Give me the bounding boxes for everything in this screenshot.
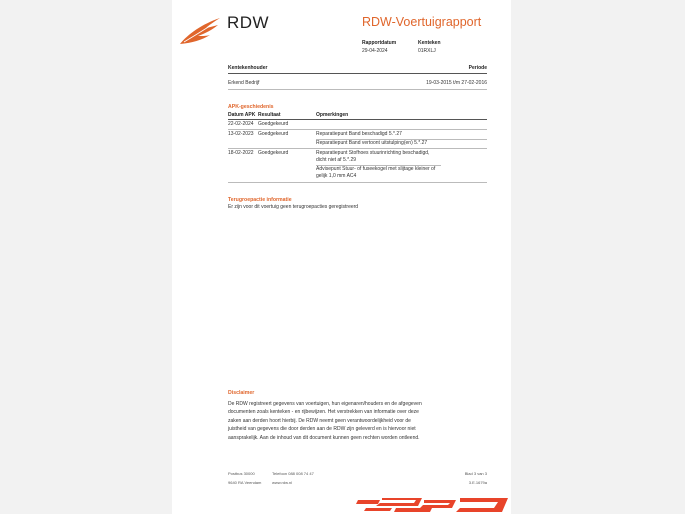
apk-header-resultaat: Resultaat (258, 112, 281, 118)
apk-opmerking: Reparatiepunt Band beschadigd 5.*.27 (316, 131, 402, 137)
apk-opmerkingen (316, 121, 487, 128)
holder-name: Erkend Bedrijf (228, 80, 260, 86)
apk-datum: 13-02-2023 (228, 131, 254, 137)
table-row (228, 119, 487, 129)
apk-opmerking: Advisepunt Stuur- of fuseekogel met slijtage kleiner of gelijk 1,0 mm AC4 (316, 165, 441, 180)
footer-website: www.rdw.nl (272, 480, 293, 485)
apk-datum: 18-02-2022 (228, 150, 254, 156)
rapportdatum-value: 29-04-2024 (362, 48, 388, 54)
disclaimer-title: Disclaimer (228, 390, 255, 396)
rapportdatum-label: Rapportdatum (362, 40, 397, 46)
rdw-stripes-decoration (352, 496, 511, 514)
holder-header (228, 65, 487, 71)
apk-section-title: APK-geschiedenis (228, 104, 274, 110)
page-title: RDW-Voertuigrapport (362, 15, 482, 29)
footer-code: 3.E.1679a (468, 480, 487, 485)
table-row (228, 148, 487, 181)
apk-opmerkingen (316, 131, 487, 147)
terugroep-text: Er zijn voor dit voertuig geen terugroepacties geregistreerd (228, 204, 359, 210)
kenteken-value: 01RXLJ (418, 48, 436, 54)
apk-header-datum: Datum APK (228, 112, 256, 118)
brand-name: RDW (227, 13, 270, 32)
divider (228, 89, 487, 90)
periode-col-header: Periode (468, 65, 487, 71)
disclaimer-text: De RDW registreert gegevens van voertuigen, hun eigenaren/houders en de afgegeven documenten zoals kenteken - en rijbewijzen. Het verstrekken van informatie over deze zaken aan derden hoort hierbij. De RDW neemt geen verantwoordelijkheid voor de juistheid van gegevens die door derden aan de RDW zijn geleverd en is hiervoor niet aansprakelijk. Aan de inhoud van dit document kunnen geen rechten worden ontleend. (228, 401, 422, 441)
report-page (172, 0, 511, 514)
table-row (228, 129, 487, 148)
divider (228, 73, 487, 74)
terugroep-section-title: Terugroepactie informatie (228, 197, 292, 203)
apk-resultaat: Goedgekeurd (258, 121, 289, 127)
apk-resultaat: Goedgekeurd (258, 131, 289, 137)
apk-opmerkingen (316, 150, 441, 180)
apk-table-header (228, 112, 487, 119)
apk-datum: 22-02-2024 (228, 121, 254, 127)
holder-col-header: Kentekenhouder (228, 65, 268, 71)
divider (228, 182, 487, 183)
apk-opmerking: Reparatiepunt Stofhoes stuurinrichting beschadigd, dicht niet af 5.*.29 (316, 150, 430, 163)
rdw-logo-icon (178, 14, 224, 48)
kenteken (418, 40, 441, 54)
apk-table (228, 112, 487, 183)
footer-plaats: 9640 RA Veendam (228, 480, 262, 485)
apk-header-opmerkingen: Opmerkingen (316, 112, 349, 118)
apk-opmerking: Reparatiepunt Band vertoont uitstulping(en) 5.*.27 (316, 139, 487, 147)
rapportdatum (362, 40, 396, 54)
apk-resultaat: Goedgekeurd (258, 150, 289, 156)
kenteken-label: Kenteken (418, 40, 441, 46)
footer-blad: Blad 3 van 3 (464, 471, 487, 476)
footer-postbus: Postbus 30000 (228, 471, 255, 476)
holder-periode: 19-03-2015 t/m 27-02-2016 (426, 80, 487, 86)
footer-telefoon: Telefoon 088 008 74 47 (272, 471, 314, 476)
